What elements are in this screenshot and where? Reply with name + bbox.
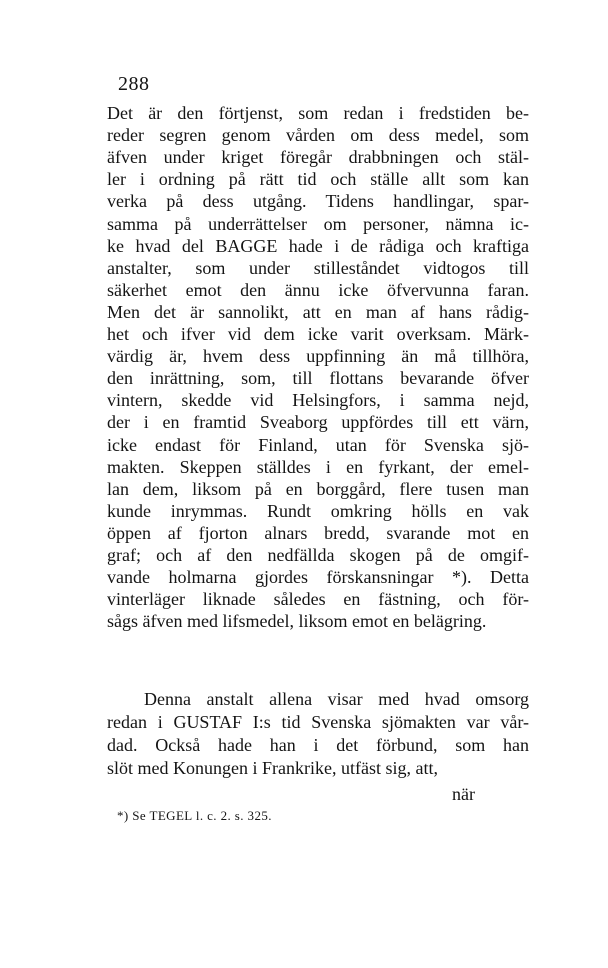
text-line: Denna anstalt allena visar med hvad omsorg	[144, 689, 529, 709]
text-line: icke endast för Finland, utan för Svenska sjö-	[107, 434, 529, 455]
text-line: den inrättning, som, till flottans bevarande öfver	[107, 368, 529, 389]
text-line: kunde inrymmas. Rundt omkring hölls en vak	[107, 500, 529, 521]
text-line: vande holmarna gjordes förskansningar *). Detta	[107, 567, 529, 588]
text-line: slöt med Konungen i Frankrike, utfäst sig, att,	[107, 758, 438, 778]
text-line: ke hvad del BAGGE hade i de rådiga och kraftiga	[107, 235, 529, 256]
text-line: värdig är, hvem dess uppfinning än må tillhöra,	[107, 346, 529, 367]
text-line: samma på underrättelser om personer, nämna ic-	[107, 213, 529, 234]
text-line: Det är den förtjenst, som redan i fredstiden be-	[107, 103, 529, 123]
catchword: när	[452, 784, 475, 804]
text-line: makten. Skeppen ställdes i en fyrkant, der emel-	[107, 456, 529, 477]
text-line: dad. Också hade han i det förbund, som han	[107, 735, 529, 755]
text-line: äfven under kriget föregår drabbningen och stäl-	[107, 147, 529, 168]
text-line: reder segren genom vården om dess medel, som	[107, 125, 529, 146]
text-line: ler i ordning på rätt tid och ställe allt som kan	[107, 169, 529, 190]
text-line: anstalter, som under stilleståndet vidtogos till	[107, 257, 529, 278]
footnote: *) Se TEGEL l. c. 2. s. 325.	[117, 808, 272, 823]
text-line: redan i GUSTAF I:s tid Svenska sjömakten var vår-	[107, 712, 529, 732]
text-line: vintern, skedde vid Helsingfors, i samma nejd,	[107, 390, 529, 411]
text-line: sågs äfven med lifsmedel, liksom emot en belägring.	[107, 611, 487, 632]
text-line: vinterläger liknade således en fästning, och för-	[107, 589, 529, 610]
text-line: graf; och af den nedfällda skogen på de omgif-	[107, 545, 529, 565]
text-line: Men det är sannolikt, att en man af hans rådig-	[107, 301, 529, 322]
page-number: 288	[118, 73, 150, 95]
text-line: verka på dess utgång. Tidens handlingar, spar-	[107, 191, 529, 212]
text-line: öppen af fjorton alnars bredd, svarande mot en	[107, 522, 529, 543]
text-line: lan dem, liksom på en borggård, flere tusen man	[107, 478, 529, 499]
text-line: der i en framtid Sveaborg uppfördes till ett värn,	[107, 412, 529, 433]
text-line: säkerhet emot den ännu icke öfvervunna faran.	[107, 279, 529, 300]
text-line: het och ifver vid dem icke varit overksam. Märk-	[107, 324, 529, 344]
